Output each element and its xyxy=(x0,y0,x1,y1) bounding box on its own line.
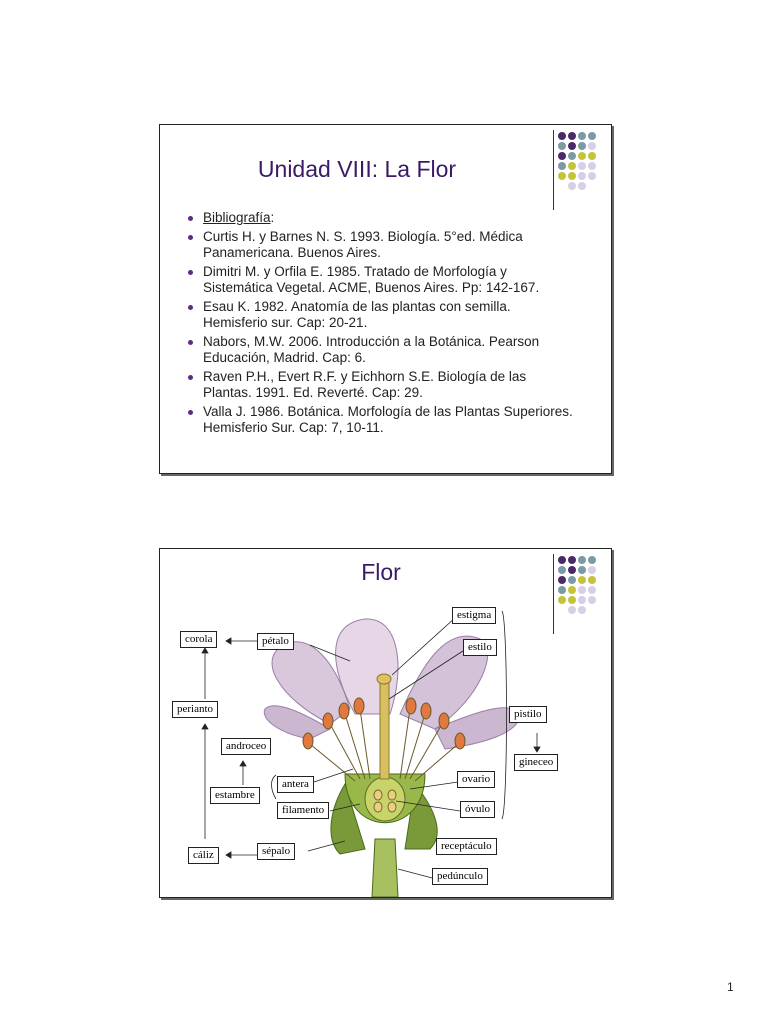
style xyxy=(380,679,389,779)
bibliography-list xyxy=(186,210,576,439)
bullet-icon xyxy=(188,340,193,345)
flower-diagram xyxy=(160,549,611,897)
label-caliz: cáliz xyxy=(188,847,219,864)
label-estambre: estambre xyxy=(210,787,260,804)
label-estigma: estigma xyxy=(452,607,496,624)
label-sepalo: sépalo xyxy=(257,843,295,860)
list-item: Valla J. 1986. Botánica. Morfología de las Plantas Superiores. Hemisferio Sur. Cap: 7, 10-11. xyxy=(186,404,576,436)
label-corola: corola xyxy=(180,631,217,648)
list-item: Dimitri M. y Orfila E. 1985. Tratado de Morfología y Sistemática Vegetal. ACME, Buenos Aires. Pp: 142-167. xyxy=(186,264,576,296)
stigma xyxy=(377,674,391,684)
slide-title: Unidad VIII: La Flor xyxy=(257,156,457,182)
bullet-icon xyxy=(188,305,193,310)
bibliography-heading: Bibliografía xyxy=(203,210,271,225)
list-item: Curtis H. y Barnes N. S. 1993. Biología. 5°ed. Médica Panamericana. Buenos Aires. xyxy=(186,229,576,261)
label-ovario: ovario xyxy=(457,771,495,788)
bullet-icon xyxy=(188,375,193,380)
slide-bibliography xyxy=(159,124,612,474)
label-antera: antera xyxy=(277,776,314,793)
label-pistilo: pistilo xyxy=(509,706,547,723)
bullet-icon xyxy=(188,235,193,240)
label-gineceo: gineceo xyxy=(514,754,558,771)
bullet-icon xyxy=(188,216,193,221)
ovule-4 xyxy=(388,802,396,812)
ovary xyxy=(365,777,405,821)
label-ovulo: óvulo xyxy=(460,801,495,818)
list-item: Raven P.H., Evert R.F. y Eichhorn S.E. Biología de las Plantas. 1991. Ed. Reverté. Cap: 29. xyxy=(186,369,576,401)
ovule-1 xyxy=(374,790,382,800)
ovule-2 xyxy=(388,790,396,800)
ovule-3 xyxy=(374,802,382,812)
label-petalo: pétalo xyxy=(257,633,294,650)
peduncle xyxy=(372,839,398,897)
label-receptaculo: receptáculo xyxy=(436,838,497,855)
bullet-icon xyxy=(188,270,193,275)
label-perianto: perianto xyxy=(172,701,218,718)
list-item: Esau K. 1982. Anatomía de las plantas con semilla. Hemisferio sur. Cap: 20-21. xyxy=(186,299,576,331)
slide-flower-diagram xyxy=(159,548,612,898)
label-estilo: estilo xyxy=(463,639,497,656)
label-filamento: filamento xyxy=(277,802,329,819)
list-item: Nabors, M.W. 2006. Introducción a la Botánica. Pearson Educación, Madrid. Cap: 6. xyxy=(186,334,576,366)
list-item: Bibliografía: xyxy=(186,210,576,226)
label-androceo: androceo xyxy=(221,738,271,755)
bullet-icon xyxy=(188,410,193,415)
label-pedunculo: pedúnculo xyxy=(432,868,488,885)
page-number: 1 xyxy=(727,980,734,994)
slide-title: Flor xyxy=(361,559,401,585)
